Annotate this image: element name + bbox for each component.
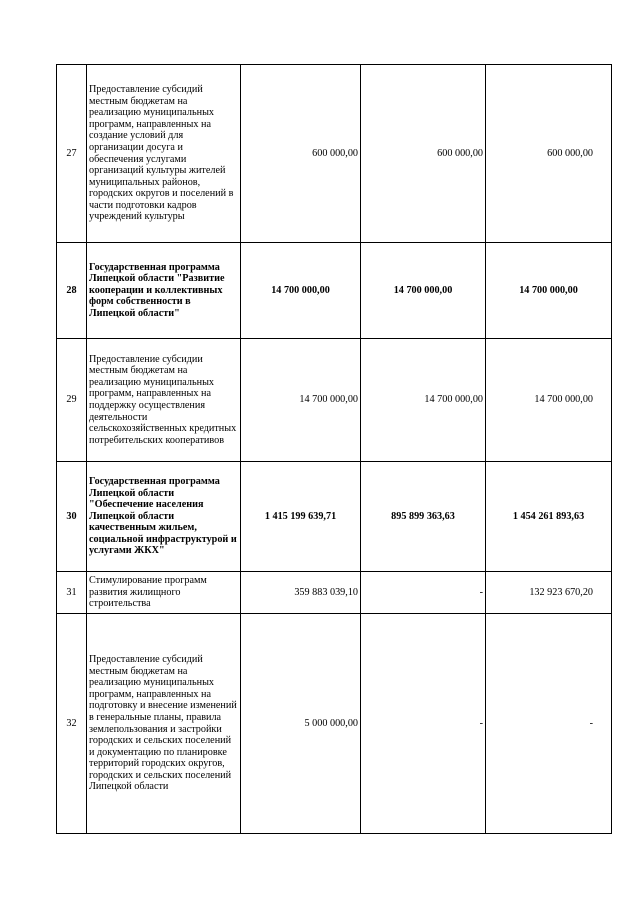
table-row bbox=[57, 462, 612, 572]
row-name: Государственная программа Липецкой области "Развитие кооперации и коллективных форм собственности в Липецкой области" bbox=[87, 243, 241, 339]
amount-col-2: 14 700 000,00 bbox=[361, 339, 486, 462]
row-number: 30 bbox=[57, 462, 87, 572]
row-number: 29 bbox=[57, 339, 87, 462]
table-row bbox=[57, 243, 612, 339]
amount-col-2: 600 000,00 bbox=[361, 65, 486, 243]
amount-col-2: 14 700 000,00 bbox=[361, 243, 486, 339]
amount-col-3: 132 923 670,20 bbox=[486, 572, 612, 614]
table-row bbox=[57, 614, 612, 834]
row-name: Государственная программа Липецкой области "Обеспечение населения Липецкой области качественным жильем, социальной инфраструктурой и услугами ЖКХ" bbox=[87, 462, 241, 572]
amount-col-3: 14 700 000,00 bbox=[486, 339, 612, 462]
amount-col-1: 14 700 000,00 bbox=[241, 339, 361, 462]
amount-col-3: 600 000,00 bbox=[486, 65, 612, 243]
amount-col-2: 895 899 363,63 bbox=[361, 462, 486, 572]
amount-col-3: 14 700 000,00 bbox=[486, 243, 612, 339]
amount-col-1: 14 700 000,00 bbox=[241, 243, 361, 339]
amount-col-3: - bbox=[486, 614, 612, 834]
amount-col-1: 359 883 039,10 bbox=[241, 572, 361, 614]
row-name: Стимулирование программ развития жилищного строительства bbox=[87, 572, 241, 614]
row-name: Предоставление субсидий местным бюджетам на реализацию муниципальных программ, направленных на подготовку и внесение изменений в генеральные планы, правила землепользования и застройки городских и сельских поселений и документацию по планировке территорий городских округов, городских и сельских поселений Липецкой области bbox=[87, 614, 241, 834]
budget-table bbox=[56, 64, 612, 834]
row-name: Предоставление субсидий местным бюджетам на реализацию муниципальных программ, направленных на создание условий для организации досуга и обеспечения услугами организаций культуры жителей муниципальных районов, городских округов и поселений в части подготовки кадров учреждений культуры bbox=[87, 65, 241, 243]
row-number: 32 bbox=[57, 614, 87, 834]
amount-col-1: 1 415 199 639,71 bbox=[241, 462, 361, 572]
row-number: 28 bbox=[57, 243, 87, 339]
amount-col-1: 5 000 000,00 bbox=[241, 614, 361, 834]
amount-col-1: 600 000,00 bbox=[241, 65, 361, 243]
row-number: 27 bbox=[57, 65, 87, 243]
table-row bbox=[57, 339, 612, 462]
row-name: Предоставление субсидии местным бюджетам на реализацию муниципальных программ, направленных на поддержку осуществления деятельности сельскохозяйственных кредитных потребительских кооперативов bbox=[87, 339, 241, 462]
amount-col-2: - bbox=[361, 572, 486, 614]
amount-col-3: 1 454 261 893,63 bbox=[486, 462, 612, 572]
row-number: 31 bbox=[57, 572, 87, 614]
table-row bbox=[57, 65, 612, 243]
amount-col-2: - bbox=[361, 614, 486, 834]
table-row bbox=[57, 572, 612, 614]
